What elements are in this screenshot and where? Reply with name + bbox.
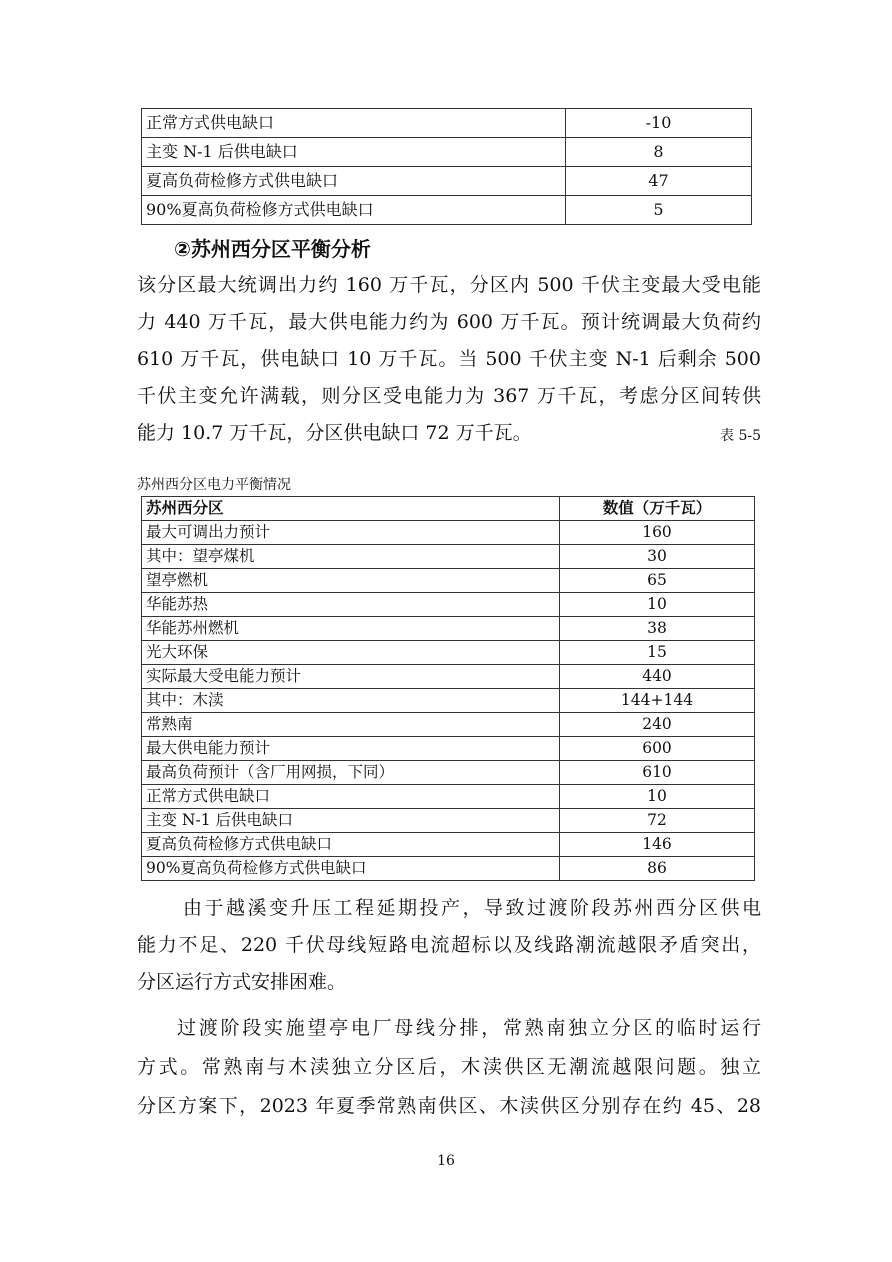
row-value: 30 [560,545,755,569]
row-label: 光大环保 [142,641,560,665]
text-line: 力 440 万千瓦，最大供电能力约为 600 万千瓦。预计统调最大负荷约 [137,311,761,333]
row-label: 华能苏州燃机 [142,617,560,641]
row-value: 146 [560,833,755,857]
row-label: 最高负荷预计（含厂用网损，下同） [142,761,560,785]
table-caption: 苏州西分区电力平衡情况 [137,477,291,493]
text-line: 该分区最大统调出力约 160 万千瓦，分区内 500 千伏主变最大受电能 [137,274,761,296]
paragraph-analysis [137,267,761,452]
table-reference: 表 5-5 [720,428,761,444]
table-row [142,689,755,713]
row-label: 常熟南 [142,713,560,737]
text-line: 610 万千瓦，供电缺口 10 万千瓦。当 500 千伏主变 N-1 后剩余 500 [137,348,761,370]
table-row [142,713,755,737]
row-label: 其中：望亭煤机 [142,545,560,569]
row-label: 实际最大受电能力预计 [142,665,560,689]
row-label: 正常方式供电缺口 [142,109,566,138]
table-row [142,857,755,881]
row-value: 72 [560,809,755,833]
table-row [142,521,755,545]
text-line: 过渡阶段实施望亭电厂母线分排，常熟南独立分区的临时运行 [177,1017,761,1039]
text-line-last [137,415,761,452]
header-label: 苏州西分区 [142,497,560,521]
table-row [142,109,752,138]
row-value: 5 [566,196,752,225]
row-label: 夏高负荷检修方式供电缺口 [142,833,560,857]
table-row [142,809,755,833]
row-value: 240 [560,713,755,737]
row-value: 144+144 [560,689,755,713]
row-label: 最大可调出力预计 [142,521,560,545]
text-line: 千伏主变允许满载，则分区受电能力为 367 万千瓦，考虑分区间转供 [137,385,761,407]
table-row [142,196,752,225]
row-value: 8 [566,138,752,167]
row-value: 610 [560,761,755,785]
table-row [142,665,755,689]
row-label: 主变 N-1 后供电缺口 [142,809,560,833]
row-value: 600 [560,737,755,761]
row-label: 主变 N-1 后供电缺口 [142,138,566,167]
table-row [142,761,755,785]
row-label: 90%夏高负荷检修方式供电缺口 [142,196,566,225]
row-value: 10 [560,785,755,809]
row-label: 望亭燃机 [142,569,560,593]
row-value: 10 [560,593,755,617]
row-value: -10 [566,109,752,138]
table-row [142,833,755,857]
table-header-row [142,497,755,521]
table-row [142,167,752,196]
table-row [142,569,755,593]
row-label: 华能苏热 [142,593,560,617]
text-line: 能力 10.7 万千瓦，分区供电缺口 72 万千瓦。 [137,422,532,444]
row-label: 夏高负荷检修方式供电缺口 [142,167,566,196]
text-line: 由于越溪变升压工程延期投产，导致过渡阶段苏州西分区供电 [183,897,761,919]
row-value: 38 [560,617,755,641]
section-heading: ②苏州西分区平衡分析 [174,237,371,261]
text-line: 方式。常熟南与木渎独立分区后，木渎供区无潮流越限问题。独立 [137,1056,761,1078]
row-value: 160 [560,521,755,545]
paragraph-transition-issue [137,890,761,1001]
row-value: 65 [560,569,755,593]
row-label: 其中：木渎 [142,689,560,713]
text-line: 能力不足、220 千伏母线短路电流超标以及线路潮流越限矛盾突出， [137,934,761,956]
header-value: 数值（万千瓦） [560,497,755,521]
row-value: 440 [560,665,755,689]
row-label: 90%夏高负荷检修方式供电缺口 [142,857,560,881]
row-label: 正常方式供电缺口 [142,785,560,809]
gap-table-continued [141,108,752,225]
row-value: 15 [560,641,755,665]
table-row [142,617,755,641]
row-value: 47 [566,167,752,196]
row-label: 最大供电能力预计 [142,737,560,761]
table-row [142,138,752,167]
table-row [142,641,755,665]
table-row [142,785,755,809]
text-line: 分区运行方式安排困难。 [137,971,347,993]
table-row [142,593,755,617]
power-balance-table [141,496,755,881]
page-number: 16 [437,1153,455,1169]
table-row [142,545,755,569]
table-row [142,737,755,761]
text-line: 分区方案下，2023 年夏季常熟南供区、木渎供区分别存在约 45、28 [137,1095,761,1117]
row-value: 86 [560,857,755,881]
paragraph-transition-plan [137,1009,761,1126]
